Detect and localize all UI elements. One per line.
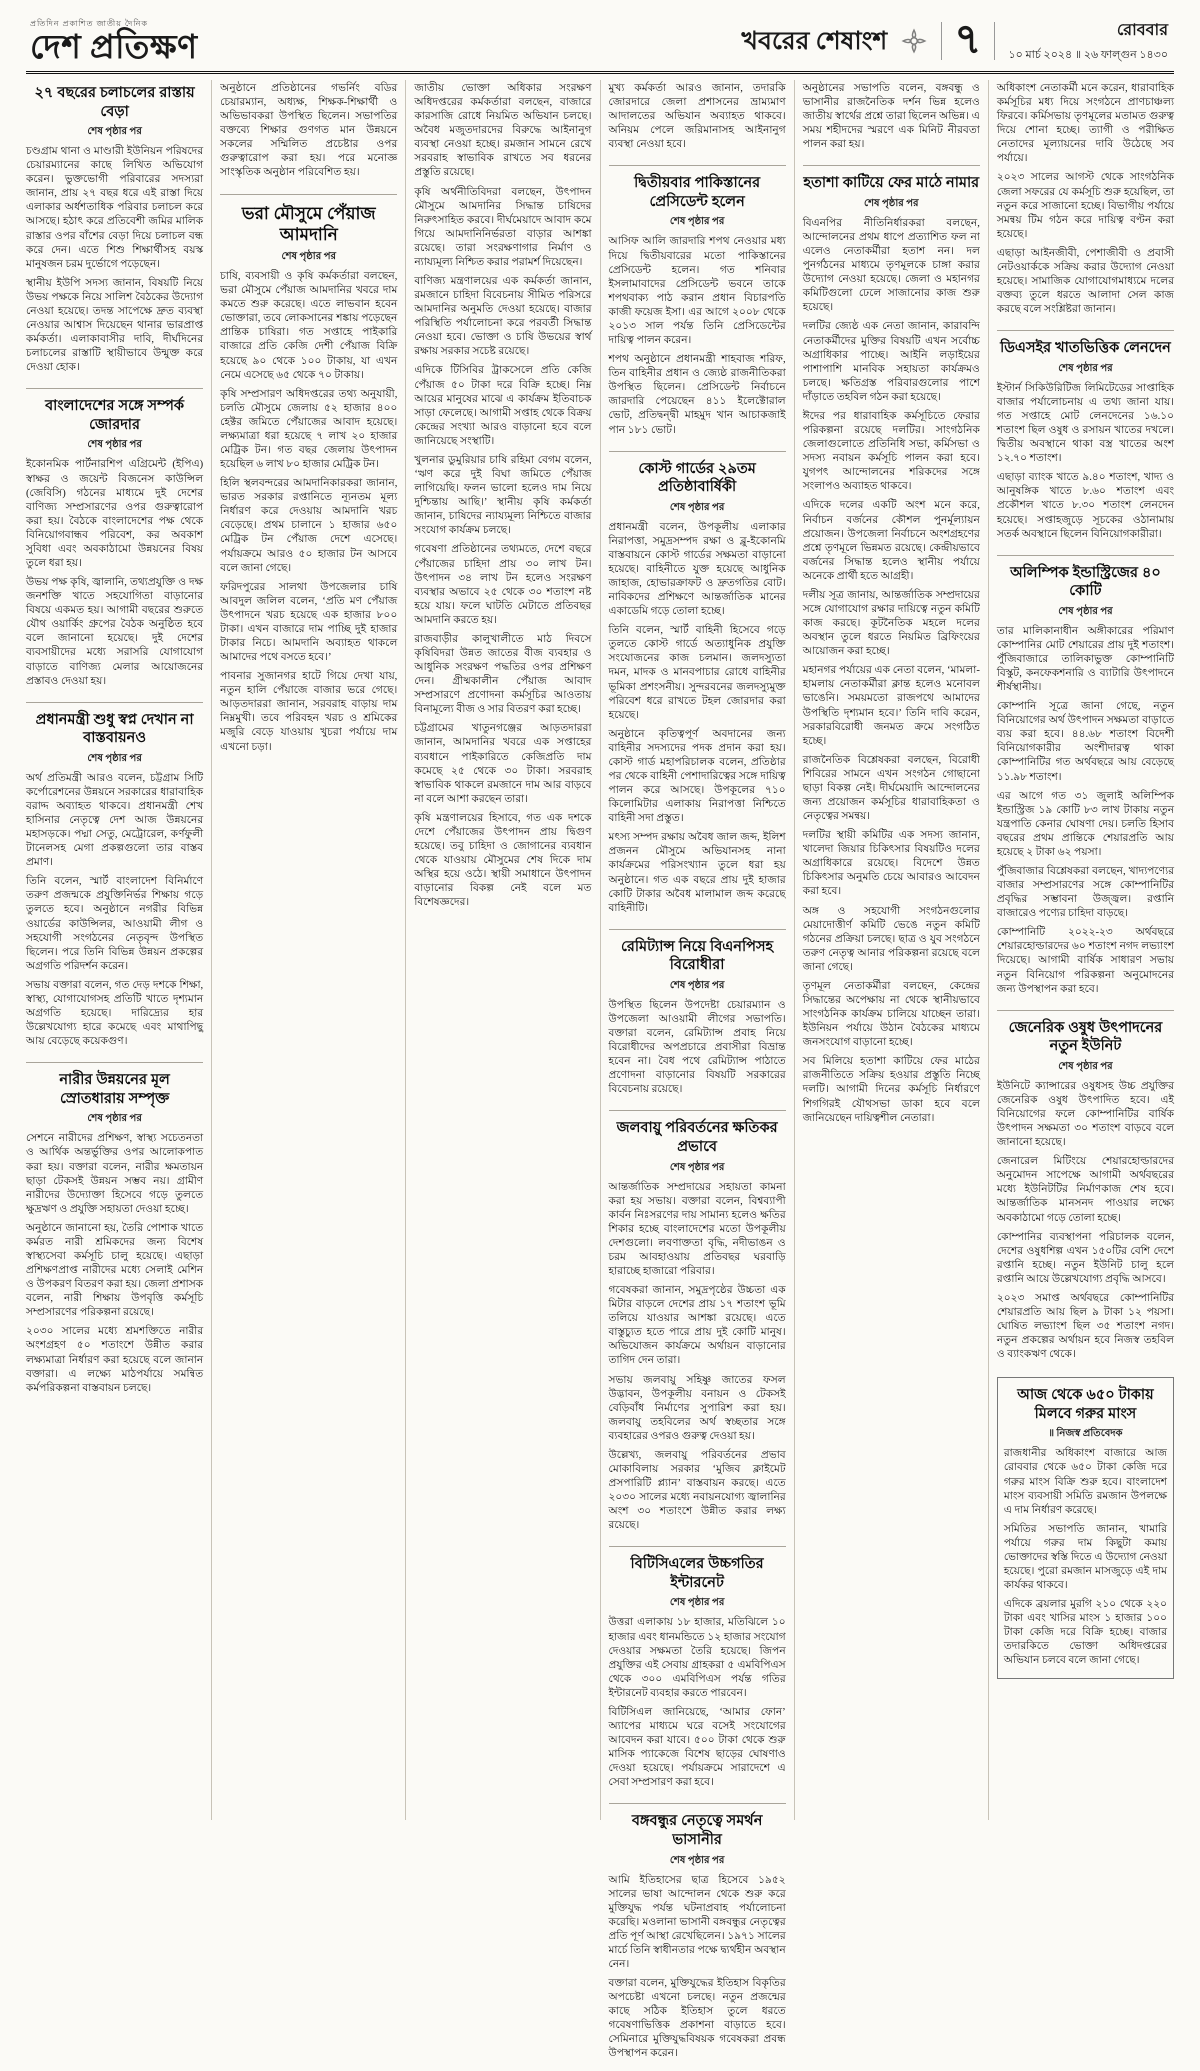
continued-from-front-page-marker: শেষ পৃষ্ঠার পর	[87, 439, 142, 451]
paper-name: দেশ প্রতিক্ষণ	[30, 30, 198, 66]
article-headline: হতাশা কাটিয়ে ফের মাঠে নামার	[803, 175, 980, 192]
article-paragraph: গবেষকরা জানান, সমুদ্রপৃষ্ঠের উচ্চতা এক মিটার বাড়লে দেশের প্রায় ১৭ শতাংশ ভূমি তলিয়ে যাওয়ার আশঙ্কা রয়েছে। এতে বাস্তুচ্যুত হতে পারে প্রায় দুই কোটি মানুষ। অভিযোজন কার্যক্রমে অর্থায়ন বাড়ানোর তাগিদ দেন তারা।	[608, 1285, 786, 1367]
article-paragraph: পাবনার সুজানগর হাটে গিয়ে দেখা যায়, নতুন হালি পেঁয়াজে বাজার ভরে গেছে। আড়তদাররা জানান, সরবরাহ বাড়ায় দাম নিম্নমুখী। তবে পরিবহন খরচ ও শ্রমিকের মজুরি বেড়ে যাওয়ায় খুচরা পর্যায়ে দাম এখনো চড়া।	[220, 671, 398, 753]
article	[26, 1062, 203, 1405]
article	[997, 1010, 1174, 1372]
article	[609, 1803, 786, 2070]
article-paragraph: তিনি বলেন, স্মার্ট বাংলাদেশ বিনির্মাণে তরুণ প্রজন্মকে প্রযুক্তিনির্ভর শিক্ষায় গড়ে তুলতে হবে। অনুষ্ঠানে নগরীর বিভিন্ন ওয়ার্ডের কাউন্সিলর, আওয়ামী লীগ ও সহযোগী সংগঠনের নেতৃবৃন্দ উপস্থিত ছিলেন। পরে তিনি বিভিন্ন উন্নয়ন প্রকল্পের অগ্রগতি পরিদর্শন করেন।	[26, 876, 204, 972]
article-paragraph: দলীয় সূত্র জানায়, আন্তর্জাতিক সম্প্রদায়ের সঙ্গে যোগাযোগ রক্ষার দায়িত্বে নতুন কমিটি কাজ করছে। কূটনৈতিক মহলে দলের অবস্থান তুলে ধরতে নিয়মিত ব্রিফিংয়ের আয়োজন করা হচ্ছে।	[802, 589, 980, 658]
continued-from-front-page-marker: শেষ পৃষ্ঠার পর	[1058, 605, 1113, 617]
article	[609, 929, 786, 1107]
article-paragraph: রাজবাড়ীর কালুখালীতে মাঠ দিবসে কৃষিবিদরা উন্নত জাতের বীজ ব্যবহার ও আধুনিক সংরক্ষণ পদ্ধতির ওপর প্রশিক্ষণ দেন। গ্রীষ্মকালীন পেঁয়াজ আবাদ সম্প্রসারণে প্রণোদনা কর্মসূচির আওতায় বিনামূল্যে বীজ ও সার বিতরণ করা হচ্ছে।	[414, 633, 592, 716]
article-headline: রেমিট্যান্স নিয়ে বিএনপিসহ বিরোধীরা	[621, 938, 774, 974]
article-paragraph: মৎস্য সম্পদ রক্ষায় অবৈধ জাল জব্দ, ইলিশ প্রজনন মৌসুমে অভিযানসহ নানা কার্যক্রমের পরিসংখ্যান তুলে ধরা হয় অনুষ্ঠানে। গত এক বছরে প্রায় দুই হাজার কোটি টাকার অবৈধ মালামাল জব্দ করেছে বাহিনীটি।	[608, 832, 786, 914]
article-paragraph: অনুষ্ঠানে জানানো হয়, তৈরি পোশাক খাতে কর্মরত নারী শ্রমিকদের জন্য বিশেষ স্বাস্থ্যসেবা কর্মসূচি চালু হয়েছে। এছাড়া প্রশিক্ষণপ্রাপ্ত নারীদের মধ্যে সেলাই মেশিন ও উপকরণ বিতরণ করা হয়। জেলা প্রশাসক বলেন, নারী শিক্ষায় উপবৃত্তি কর্মসূচি সম্প্রসারণের পরিকল্পনা রয়েছে।	[26, 1222, 204, 1319]
article-continuation	[803, 80, 980, 161]
date-box	[1009, 17, 1170, 65]
article-paragraph: দলটির জ্যেষ্ঠ এক নেতা জানান, কারাবন্দি নেতাকর্মীদের মুক্তির বিষয়টি এখন সর্বোচ্চ অগ্রাধিকার পাচ্ছে। আইনি লড়াইয়ের পাশাপাশি মানবিক সহায়তা কার্যক্রমও চলছে। ক্ষতিগ্রস্ত পরিবারগুলোর পাশে দাঁড়াতে তহবিল গঠন করা হয়েছে।	[802, 321, 980, 403]
article-paragraph: প্রধানমন্ত্রী বলেন, উপকূলীয় এলাকার নিরাপত্তা, সমুদ্রসম্পদ রক্ষা ও ব্লু-ইকোনমি বাস্তবায়নে কোস্ট গার্ডের সক্ষমতা বাড়ানো হয়েছে। বাহিনীতে যুক্ত হয়েছে আধুনিক জাহাজ, হোভারক্রাফট ও দ্রুতগতির বোট। নাবিকদের প্রশিক্ষণে আন্তর্জাতিক মানের একাডেমি গড়ে তোলা হচ্ছে।	[608, 521, 786, 618]
article-paragraph: চণ্ডগ্রাম থানা ও মাণ্ডারী ইউনিয়ন পরিষদের চেয়ারম্যানের কাছে লিখিত অভিযোগ করেন। ভুক্তভোগী পরিবারের সদস্যরা জানান, প্রায় ২৭ বছর ধরে এই রাস্তা দিয়ে এলাকার অর্ধশতাধিক পরিবার চলাচল করে আসছে। হঠাৎ করে প্রতিবেশী জমির মালিক রাস্তার ওপর বাঁশের বেড়া দিয়ে চলাচল বন্ধ করে দেন। এতে শিশু শিক্ষার্থীসহ বয়স্ক মানুষজন চরম দুর্ভোগে পড়েছেন।	[26, 146, 204, 270]
section-title: খবরের শেষাংশ	[741, 27, 888, 55]
article-paragraph: কৃষি মন্ত্রণালয়ের হিসাবে, গত এক দশকে দেশে পেঁয়াজের উৎপাদন প্রায় দ্বিগুণ হয়েছে। তবু চাহিদা ও জোগানের ব্যবধান থেকে যাওয়ায় মৌসুমের শেষ দিকে দাম অস্থির হয়ে ওঠে। স্থায়ী সমাধানে উৎপাদন বাড়ানোর বিকল্প নেই বলে মত বিশেষজ্ঞদের।	[414, 812, 592, 909]
newspaper-column-4	[601, 80, 795, 2060]
article-paragraph: সেশনে নারীদের প্রশিক্ষণ, স্বাস্থ্য সচেতনতা ও আর্থিক অন্তর্ভুক্তির ওপর আলোকপাত করা হয়। বক্তারা বলেন, নারীর ক্ষমতায়ন ছাড়া টেকসই উন্নয়ন সম্ভব নয়। গ্রামীণ নারীদের উদ্যোক্তা হিসেবে গড়ে তুলতে ক্ষুদ্রঋণ ও প্রযুক্তি সহায়তা দেওয়া হচ্ছে।	[26, 1133, 204, 1215]
article-paragraph: সভায় জলবায়ু সহিষ্ণু জাতের ফসল উদ্ভাবন, উপকূলীয় বনায়ন ও টেকসই বেড়িবাঁধ নির্মাণের সুপারিশ করা হয়। জলবায়ু তহবিলের অর্থ স্বচ্ছতার সঙ্গে ব্যবহারের ওপরও গুরুত্ব দেওয়া হয়।	[608, 1374, 786, 1442]
article-paragraph: চট্টগ্রামের খাতুনগঞ্জের আড়তদাররা জানান, আমদানির খবরে এক সপ্তাহের ব্যবধানে পাইকারিতে কেজিপ্রতি দাম কমেছে ২৫ থেকে ৩০ টাকা। সরবরাহ স্বাভাবিক থাকলে রমজানে দাম আর বাড়বে না বলে আশা করছেন তারা।	[414, 723, 592, 805]
continued-from-front-page-marker: শেষ পৃষ্ঠার পর	[669, 216, 725, 228]
article-paragraph: এদিকে দলের একটি অংশ মনে করে, নির্বাচন বর্জনের কৌশল পুনর্মূল্যায়ন প্রয়োজন। উপজেলা নির্বাচনে অংশগ্রহণের প্রশ্নে তৃণমূলে ভিন্নমত রয়েছে। কেন্দ্রীয়ভাবে বর্জনের সিদ্ধান্ত হলেও স্থানীয় পর্যায়ে অনেকে প্রার্থী হতে আগ্রহী।	[802, 500, 980, 582]
article-paragraph: রাজনৈতিক বিশ্লেষকরা বলছেন, বিরোধী শিবিরের সামনে এখন সংগঠন গোছানো ছাড়া বিকল্প নেই। দীর্ঘমেয়াদি আন্দোলনের জন্য প্রয়োজন কর্মসূচির ধারাবাহিকতা ও নেতৃত্বের সমন্বয়।	[802, 754, 980, 823]
article-paragraph: বিটিসিএল জানিয়েছে, ‘আমার ফোন’ অ্যাপের মাধ্যমে ঘরে বসেই সংযোগের আবেদন করা যাবে। ৫০০ টাকা থেকে শুরু মাসিক প্যাকেজে বিশেষ ছাড়ের ঘোষণাও দেওয়া হয়েছে। পর্যায়ক্রমে সারাদেশে এ সেবা সম্প্রসারণ করা হবে।	[608, 1706, 786, 1789]
article-paragraph: ঈদের পর ধারাবাহিক কর্মসূচিতে ফেরার পরিকল্পনা রয়েছে দলটির। সাংগঠনিক জেলাগুলোতে প্রতিনিধি সভা, কর্মিসভা ও সদস্য নবায়ন কর্মসূচি পালন করা হবে। যুগপৎ আন্দোলনের শরিকদের সঙ্গে সংলাপও অব্যাহত থাকবে।	[802, 410, 980, 493]
article-continuation	[220, 80, 397, 190]
article-headline: জেনেরিক ওষুধ উৎপাদনের নতুন ইউনিট	[1008, 1019, 1163, 1055]
article-paragraph: এদিকে ব্রয়লার মুরগি ২১০ থেকে ২২০ টাকা এবং খাসির মাংস ১ হাজার ১০০ টাকা কেজি দরে বিক্রি হচ্ছে। বাজার তদারকিতে ভোক্তা অধিদপ্তরের অভিযান চলবে বলে জানা গেছে।	[1003, 1599, 1168, 1667]
article	[26, 388, 203, 697]
article-paragraph: কৃষি সম্প্রসারণ অধিদপ্তরের তথ্য অনুযায়ী, চলতি মৌসুমে জেলায় ৫২ হাজার ৪০০ হেক্টর জমিতে পেঁয়াজের আবাদ হয়েছে। লক্ষ্যমাত্রা ধরা হয়েছে ৭ লাখ ২০ হাজার মেট্রিক টন। গত বছর জেলায় উৎপাদন হয়েছিল ৬ লাখ ৮০ হাজার মেট্রিক টন।	[220, 388, 398, 471]
article-paragraph: আসিফ আলি জারদারি শপথ নেওয়ার মধ্য দিয়ে দ্বিতীয়বারের মতো পাকিস্তানের প্রেসিডেন্ট হলেন। গত শনিবার ইসলামাবাদের প্রেসিডেন্ট ভবনে তাকে শপথবাক্য পাঠ করান প্রধান বিচারপতি কাজী ফয়েজ ইসা। এর আগে ২০০৮ থেকে ২০১৩ সাল পর্যন্ত তিনি প্রেসিডেন্টের দায়িত্ব পালন করেন।	[608, 236, 786, 347]
article	[803, 165, 980, 1134]
article-paragraph: রাজধানীর অধিকাংশ বাজারে আজ রোববার থেকে ৬৫০ টাকা কেজি দরে গরুর মাংস বিক্রি শুরু হবে। বাংলাদেশ মাংস ব্যবসায়ী সমিতি রমজান উপলক্ষে এ দাম নির্ধারণ করেছে।	[1003, 1448, 1168, 1516]
article-paragraph: আমি ইতিহাসের ছাত্র হিসেবে ১৯৫২ সালের ভাষা আন্দোলন থেকে শুরু করে মুক্তিযুদ্ধ পর্যন্ত ঘটনাপ্রবাহ পর্যালোচনা করেছি। মওলানা ভাসানী বঙ্গবন্ধুর নেতৃত্বের প্রতি পূর্ণ আস্থা রেখেছিলেন। ১৯৭১ সালের মার্চে তিনি স্বাধীনতার পক্ষে দ্ব্যর্থহীন অবস্থান নেন।	[608, 1874, 786, 1970]
masthead	[26, 8, 1174, 74]
article-paragraph: আন্তর্জাতিক সম্প্রদায়ের সহায়তা কামনা করা হয় সভায়। বক্তারা বলেন, বিশ্বব্যাপী কার্বন নিঃসরণের দায় সামান্য হলেও ক্ষতির শিকার হচ্ছে বাংলাদেশের মতো উপকূলীয় দেশগুলো। লবণাক্ততা বৃদ্ধি, নদীভাঙন ও চরম আবহাওয়ায় প্রতিবছর ঘরবাড়ি হারাচ্ছে হাজারো পরিবার।	[608, 1181, 786, 1277]
continued-from-front-page-marker: শেষ পৃষ্ঠার পর	[669, 501, 725, 513]
article-paragraph: ২০২৩ সমাপ্ত অর্থবছরে কোম্পানিটির শেয়ারপ্রতি আয় ছিল ৯ টাকা ১২ পয়সা। ঘোষিত লভ্যাংশ ছিল ৩৫ শতাংশ নগদ। নতুন প্রকল্পের অর্থায়ন হবে নিজস্ব তহবিল ও ব্যাংকঋণ থেকে।	[996, 1292, 1175, 1361]
article-paragraph: মহানগর পর্যায়ের এক নেতা বলেন, ‘মামলা-হামলায় নেতাকর্মীরা ক্লান্ত হলেও মনোবল ভাঙেনি। সময়মতো রাজপথে আমাদের উপস্থিতি দৃশ্যমান হবে।’ তিনি দাবি করেন, সরকারবিরোধী জনমত ক্রমে সংগঠিত হচ্ছে।	[802, 665, 980, 747]
paper-tagline: প্রতিদিন প্রকাশিত জাতীয় দৈনিক	[30, 19, 149, 28]
article-paragraph: কোম্পানির ব্যবস্থাপনা পরিচালক বলেন, দেশের ওষুধশিল্প এখন ১৫০টির বেশি দেশে রপ্তানি হচ্ছে। নতুন ইউনিট চালু হলে রপ্তানি আয়ে উল্লেখযোগ্য প্রবৃদ্ধি আসবে।	[996, 1231, 1175, 1285]
newspaper-column-3	[406, 80, 600, 1820]
newspaper-column-6	[989, 80, 1174, 1820]
article-paragraph: পুঁজিবাজার বিশ্লেষকরা বলছেন, খাদ্যপণ্যের বাজার সম্প্রসারণের সঙ্গে কোম্পানিটির প্রবৃদ্ধির সম্ভাবনা উজ্জ্বল। রপ্তানি বাজারেও পণ্যের চাহিদা বাড়ছে।	[996, 866, 1175, 920]
article	[609, 451, 786, 925]
continued-from-front-page-marker: শেষ পৃষ্ঠার পর	[669, 1161, 725, 1173]
article-paragraph: কোম্পানিটি ২০২২-২৩ অর্থবছরে শেয়ারহোল্ডারদের ৬০ শতাংশ নগদ লভ্যাংশ দিয়েছে। আগামী বার্ষিক সাধারণ সভায় নতুন বিনিয়োগ পরিকল্পনা অনুমোদনের জন্য উপস্থাপন করা হবে।	[996, 927, 1175, 995]
article-paragraph: স্থানীয় ইউপি সদস্য জানান, বিষয়টি নিয়ে উভয় পক্ষকে নিয়ে সালিশ বৈঠকের উদ্যোগ নেওয়া হয়েছে। তদন্ত সাপেক্ষে দ্রুত ব্যবস্থা নেওয়ার আশ্বাস দিয়েছেন থানার ভারপ্রাপ্ত কর্মকর্তা। এলাকাবাসীর দাবি, দীর্ঘদিনের চলাচলের রাস্তাটি স্থায়ীভাবে উন্মুক্ত করে দেওয়া হোক।	[26, 277, 204, 374]
article-headline: জলবায়ু পরিবর্তনের ক্ষতিকর প্রভাবে	[616, 1120, 778, 1155]
article-paragraph: গবেষণা প্রতিষ্ঠানের তথ্যমতে, দেশে বছরে পেঁয়াজের চাহিদা প্রায় ৩০ লাখ টন। উৎপাদন ৩৪ লাখ টন হলেও সংরক্ষণ ব্যবস্থার অভাবে ২৫ থেকে ৩০ শতাংশ নষ্ট হয়ে যায়। ফলে ঘাটতি মেটাতে প্রতিবছর আমদানি করতে হয়।	[414, 544, 592, 626]
continued-from-front-page-marker: শেষ পৃষ্ঠার পর	[1058, 1060, 1113, 1072]
article-headline: বাংলাদেশের সঙ্গে সম্পর্ক জোরদার	[45, 398, 185, 433]
article-paragraph: হিলি স্থলবন্দরের আমদানিকারকরা জানান, ভারত সরকার রপ্তানিতে ন্যূনতম মূল্য নির্ধারণ করে দেওয়ায় আমদানি খরচ বেড়েছে। প্রথম চালানে ১ হাজার ৬৫০ মেট্রিক টন পেঁয়াজ দেশে এসেছে। পর্যায়ক্রমে আরও ৫০ হাজার টন আসবে বলে জানা গেছে।	[220, 478, 398, 574]
article-headline: আজ থেকে ৬৫০ টাকায় মিলবে গরুর মাংস	[1017, 1387, 1154, 1422]
article-paragraph: খুলনার ডুমুরিয়ার চাষি রহিমা বেগম বলেন, ‘ঋণ করে দুই বিঘা জমিতে পেঁয়াজ লাগিয়েছি। ফলন ভালো হলেও দাম নিয়ে দুশ্চিন্তায় আছি।’ স্থানীয় কৃষি কর্মকর্তা জানান, চাষিদের ন্যায্যমূল্য নিশ্চিতে বাজার সংযোগ কার্যক্রম চলছে।	[414, 454, 592, 537]
article-paragraph: ইস্টার্ন সিকিউরিটিজ লিমিটেডের সাপ্তাহিক বাজার পর্যালোচনায় এ তথ্য জানা যায়। গত সপ্তাহে মোট লেনদেনের ১৬.১০ শতাংশ ছিল ওষুধ ও রসায়ন খাতের দখলে। দ্বিতীয় অবস্থানে থাকা বস্ত্র খাতের অংশ ১২.৭০ শতাংশ।	[996, 382, 1175, 465]
continued-from-front-page-marker: শেষ পৃষ্ঠার পর	[669, 979, 725, 991]
article-paragraph: অধিকাংশ নেতাকর্মী মনে করেন, ধারাবাহিক কর্মসূচির মধ্য দিয়ে সংগঠনে প্রাণচাঞ্চল্য ফিরবে। কর্মিসভায় তৃণমূলের মতামত গুরুত্ব দিয়ে শোনা হচ্ছে। ত্যাগী ও পরীক্ষিত নেতাদের মূল্যায়নের দাবি উঠেছে সব পর্যায়ে।	[996, 83, 1175, 165]
continued-from-front-page-marker: শেষ পৃষ্ঠার পর	[1058, 362, 1113, 374]
article-paragraph: বিএনপির নীতিনির্ধারকরা বলছেন, আন্দোলনের প্রথম ধাপে প্রত্যাশিত ফল না এলেও নেতাকর্মীরা হতাশ নন। দল পুনর্গঠনের মাধ্যমে তৃণমূলকে চাঙ্গা করার উদ্যোগ নেওয়া হয়েছে। জেলা ও মহানগর কমিটিগুলো ঢেলে সাজানোর কাজ শুরু হয়েছে।	[802, 217, 980, 314]
masthead-left	[30, 18, 198, 65]
continued-from-front-page-marker: শেষ পৃষ্ঠার পর	[669, 1597, 725, 1609]
newspaper-column-1	[26, 80, 212, 1820]
article-dateline: ॥ নিজস্ব প্রতিবেদক	[1048, 1428, 1123, 1440]
continued-from-front-page-marker: শেষ পৃষ্ঠার পর	[87, 1113, 142, 1125]
article-paragraph: সমিতির সভাপতি জানান, খামারি পর্যায়ে গরুর দাম কিছুটা কমায় ভোক্তাদের স্বস্তি দিতে এ উদ্যোগ নেওয়া হয়েছে। পুরো রমজান মাসজুড়ে এই দাম কার্যকর থাকবে।	[1003, 1523, 1168, 1592]
article-headline: বঙ্গবন্ধুর নেতৃত্বে সমর্থন ভাসানীর	[631, 1813, 763, 1848]
article-paragraph: ইকোনমিক পার্টনারশিপ এগ্রিমেন্ট (ইপিএ) স্বাক্ষর ও জয়েন্ট বিজনেস কাউন্সিল (জেবিসি) গঠনের মাধ্যমে দুই দেশের বাণিজ্য সম্প্রসারণের ওপর গুরুত্বারোপ করা হয়। বৈঠকে বাংলাদেশের পক্ষ থেকে বিনিয়োগবান্ধব পরিবেশ, কর অবকাশ সুবিধা এবং অবকাঠামো উন্নয়নের বিষয় তুলে ধরা হয়।	[26, 459, 204, 569]
continued-from-front-page-marker: শেষ পৃষ্ঠার পর	[87, 126, 142, 138]
continued-from-front-page-marker: শেষ পৃষ্ঠার পর	[669, 1854, 725, 1866]
article-paragraph: এর আগে গত ৩১ জুলাই অলিম্পিক ইন্ডাস্ট্রিজ ১৯ কোটি ৮৩ লাখ টাকায় নতুন যন্ত্রপাতি কেনার ঘোষণা দেয়। চলতি হিসাব বছরের প্রথম প্রান্তিকে শেয়ারপ্রতি আয় হয়েছে ২ টাকা ৬২ পয়সা।	[996, 790, 1175, 858]
article-paragraph: সব মিলিয়ে হতাশা কাটিয়ে ফের মাঠের রাজনীতিতে সক্রিয় হওয়ার প্রস্তুতি নিচ্ছে দলটি। আগামী দিনের কর্মসূচি নির্ধারণে শিগগিরই যৌথসভা ডাকা হবে বলে জানিয়েছেন দায়িত্বশীল নেতারা।	[802, 1056, 980, 1124]
article-headline: ডিএসইর খাতভিত্তিক লেনদেন	[1000, 340, 1171, 357]
day-name: রোববার	[1116, 22, 1168, 39]
article-headline: অলিম্পিক ইন্ডাস্ট্রিজের ৪০ কোটি	[1010, 564, 1161, 600]
article-paragraph: উত্তরা এলাকায় ১৮ হাজার, মতিঝিলে ১০ হাজার এবং ধানমন্ডিতে ১২ হাজার সংযোগ দেওয়ার সক্ষমতা তৈরি হয়েছে। জিপন প্রযুক্তির এই সেবায় গ্রাহকরা ৫ এমবিপিএস থেকে ৩০০ এমবিপিএস পর্যন্ত গতির ইন্টারনেট ব্যবহার করতে পারবেন।	[608, 1617, 786, 1699]
continued-from-front-page-marker: শেষ পৃষ্ঠার পর	[864, 197, 919, 209]
continued-from-front-page-marker: শেষ পৃষ্ঠার পর	[281, 251, 336, 263]
article-paragraph: অনুষ্ঠানের সভাপতি বলেন, বঙ্গবন্ধু ও ভাসানীর রাজনৈতিক দর্শন ভিন্ন হলেও জাতীয় স্বার্থের প্রশ্নে তারা ছিলেন অভিন্ন। এ সময় শহীদদের স্মরণে এক মিনিট নীরবতা পালন করা হয়।	[802, 83, 980, 151]
date-line: ১০ মার্চ ২০২৪ ॥ ২৬ ফাল্গুন ১৪৩০	[1008, 49, 1168, 61]
columns	[26, 80, 1175, 2060]
continued-from-front-page-marker: শেষ পৃষ্ঠার পর	[87, 752, 142, 764]
article-paragraph: জেনারেল মিটিংয়ে শেয়ারহোল্ডারদের অনুমোদন সাপেক্ষে আগামী অর্থবছরের মধ্যে ইউনিটটির নির্মাণকাজ শেষ হবে। আন্তর্জাতিক মানসনদ পাওয়ার লক্ষ্যে অবকাঠামো গড়ে তোলা হচ্ছে।	[996, 1156, 1175, 1224]
article-paragraph: উপস্থিত ছিলেন উপদেষ্টা চেয়ারম্যান ও উপজেলা আওয়ামী লীগের সভাপতি। বক্তারা বলেন, রেমিট্যান্স প্রবাহ নিয়ে বিরোধীদের অপপ্রচারে প্রবাসীরা বিভ্রান্ত হবেন না। বৈধ পথে রেমিট্যান্স পাঠাতে প্রণোদনা বাড়ানোর বিষয়টি সরকারের বিবেচনায় রয়েছে।	[608, 999, 786, 1096]
article-paragraph: ফরিদপুরের সালথা উপজেলার চাষি আবদুল জলিল বলেন, ‘প্রতি মণ পেঁয়াজ উৎপাদনে খরচ হয়েছে এক হাজার ৮০০ টাকা। এখন বাজারে দাম পাচ্ছি দুই হাজার টাকার নিচে। আমদানি অব্যাহত থাকলে আমাদের পথে বসতে হবে।’	[220, 581, 398, 664]
article-paragraph: বক্তারা বলেন, মুক্তিযুদ্ধের ইতিহাস বিকৃতির অপচেষ্টা এখনো চলছে। নতুন প্রজন্মের কাছে সঠিক ইতিহাস তুলে ধরতে গবেষণাভিত্তিক প্রকাশনা বাড়াতে হবে। সেমিনারে মুক্তিযুদ্ধবিষয়ক গবেষকরা প্রবন্ধ উপস্থাপন করেন।	[608, 1978, 786, 2060]
article-continuation	[414, 80, 591, 919]
article	[997, 330, 1174, 550]
article-headline: ভরা মৌসুমে পেঁয়াজ আমদানি	[241, 203, 376, 245]
article	[997, 555, 1174, 1006]
flower-emblem-icon	[901, 28, 927, 54]
newspaper-column-5	[795, 80, 989, 1820]
article-paragraph: উল্লেখ্য, জলবায়ু পরিবর্তনের প্রভাব মোকাবিলায় সরকার ‘মুজিব ক্লাইমেট প্রসপারিটি প্ল্যান’ বাস্তবায়ন করছে। এতে ২০৩০ সালের মধ্যে নবায়নযোগ্য জ্বালানির অংশ ৩০ শতাংশে উন্নীত করার লক্ষ্য রয়েছে।	[608, 1449, 786, 1532]
article-headline: প্রধানমন্ত্রী শুধু স্বপ্ন দেখান না বাস্তবায়নও	[35, 711, 194, 747]
article-paragraph: মুখ্য কর্মকর্তা আরও জানান, তদারকি জোরদারে জেলা প্রশাসনের ভ্রাম্যমাণ আদালতের অভিযান অব্যাহত থাকবে। অনিয়ম পেলে জরিমানাসহ আইনানুগ ব্যবস্থা নেওয়া হবে।	[608, 83, 786, 151]
newspaper-column-2	[212, 80, 406, 1820]
article-headline: ২৭ বছরের চলাচলের রাস্তায় বেড়া	[34, 85, 195, 120]
article	[26, 80, 203, 384]
article-continuation	[997, 80, 1174, 326]
article-paragraph: এদিকে টিসিবির ট্রাকসেলে প্রতি কেজি পেঁয়াজ ৫০ টাকা দরে বিক্রি হচ্ছে। নিম্ন আয়ের মানুষের মাঝে এ কার্যক্রম ইতিবাচক সাড়া ফেলেছে। আগামী সপ্তাহ থেকে বিক্রয় কেন্দ্রের সংখ্যা আরও বাড়ানো হবে বলে জানিয়েছে সংস্থাটি।	[414, 365, 592, 447]
masthead-right	[742, 17, 1170, 65]
article-paragraph: অর্থ প্রতিমন্ত্রী আরও বলেন, চট্টগ্রাম সিটি কর্পোরেশনের উন্নয়নে সরকারের ধারাবাহিক বরাদ্দ অব্যাহত থাকবে। প্রধানমন্ত্রী শেখ হাসিনার নেতৃত্বে দেশ আজ উন্নয়নের মহাসড়কে। পদ্মা সেতু, মেট্রোরেল, কর্ণফুলী টানেলসহ মেগা প্রকল্পগুলো তার বাস্তব প্রমাণ।	[26, 772, 204, 869]
article-paragraph: চাষি, ব্যবসায়ী ও কৃষি কর্মকর্তারা বলছেন, ভরা মৌসুমে পেঁয়াজ আমদানির খবরে দাম কমতে শুরু করেছে। এতে লাভবান হবেন ভোক্তারা, তবে লোকসানের শঙ্কায় পড়েছেন প্রান্তিক চাষিরা। গত সপ্তাহে পাইকারি বাজারে প্রতি কেজি দেশী পেঁয়াজ বিক্রি হয়েছে ৯০ থেকে ১০০ টাকায়, যা এখন নেমে এসেছে ৬৫ থেকে ৭০ টাকায়।	[220, 271, 398, 381]
article-paragraph: শপথ অনুষ্ঠানে প্রধানমন্ত্রী শাহবাজ শরিফ, তিন বাহিনীর প্রধান ও জ্যেষ্ঠ রাজনীতিকরা উপস্থিত ছিলেন। প্রেসিডেন্ট নির্বাচনে জারদারি পেয়েছেন ৪১১ ইলেক্টোরাল ভোট, প্রতিদ্বন্দ্বী মাহমুদ খান আচাকজাই পান ১৮১ ভোট।	[608, 354, 786, 436]
article-paragraph: অনুষ্ঠানে প্রতিষ্ঠানের গভর্নিং বডির চেয়ারম্যান, অধ্যক্ষ, শিক্ষক-শিক্ষার্থী ও অভিভাবকরা উপস্থিত ছিলেন। সভাপতির বক্তব্যে শিক্ষার গুণগত মান উন্নয়নে সকলের সম্মিলিত প্রচেষ্টার ওপর গুরুত্বারোপ করা হয়। পরে মনোজ্ঞ সাংস্কৃতিক অনুষ্ঠান পরিবেশিত হয়।	[220, 83, 398, 179]
article-paragraph: ২০৩০ সালের মধ্যে শ্রমশক্তিতে নারীর অংশগ্রহণ ৫০ শতাংশে উন্নীত করার লক্ষ্যমাত্রা নির্ধারণ করা হয়েছে বলে জানান বক্তারা। এ লক্ষ্যে মাঠপর্যায়ে সমন্বিত কর্মপরিকল্পনা বাস্তবায়ন চলছে।	[26, 1326, 204, 1394]
article-continuation	[609, 80, 786, 161]
article-paragraph: অঙ্গ ও সহযোগী সংগঠনগুলোর মেয়াদোত্তীর্ণ কমিটি ভেঙে নতুন কমিটি গঠনের প্রক্রিয়া চলছে। ছাত্র ও যুব সংগঠনে তরুণ নেতৃত্ব আনার পরিকল্পনা রয়েছে বলে জানা গেছে।	[802, 905, 980, 973]
article	[609, 1546, 786, 1799]
article	[609, 1110, 786, 1542]
article-headline: কোস্ট গার্ডের ২৯তম প্রতিষ্ঠাবার্ষিকী	[638, 460, 756, 496]
article-headline: বিটিসিএলের উচ্চগতির ইন্টারনেট	[630, 1556, 764, 1591]
article-headline: দ্বিতীয়বার পাকিস্তানের প্রেসিডেন্ট হলেন	[634, 175, 761, 210]
article-paragraph: ২০২৩ সালের আগস্ট থেকে সাংগঠনিক জেলা সফরের যে কর্মসূচি শুরু হয়েছিল, তা নতুন করে সাজানো হচ্ছে। বিভাগীয় পর্যায়ে সমন্বয় টিম গঠন করে দায়িত্ব বণ্টন করা হয়েছে।	[996, 172, 1175, 240]
article-paragraph: জাতীয় ভোক্তা অধিকার সংরক্ষণ অধিদপ্তরের কর্মকর্তারা বলছেন, বাজারে কারসাজি রোধে নিয়মিত অভিযান চলছে। অবৈধ মজুতদারদের বিরুদ্ধে আইনানুগ ব্যবস্থা নেওয়া হচ্ছে। রমজান সামনে রেখে সরবরাহ স্বাভাবিক রাখতে সব ধরনের প্রস্তুতি রয়েছে।	[414, 83, 592, 179]
article-paragraph: তৃণমূল নেতাকর্মীরা বলছেন, কেন্দ্রের সিদ্ধান্তের অপেক্ষায় না থেকে স্থানীয়ভাবে সাংগঠনিক কার্যক্রম চালিয়ে যাচ্ছেন তারা। ইউনিয়ন পর্যায়ে উঠান বৈঠকের মাধ্যমে জনসংযোগ বাড়ানো হচ্ছে।	[802, 980, 980, 1049]
article-headline: নারীর উন্নয়নের মূল স্রোতধারায় সম্পৃক্ত	[59, 1072, 170, 1107]
article-paragraph: সভায় বক্তারা বলেন, গত দেড় দশকে শিক্ষা, স্বাস্থ্য, যোগাযোগসহ প্রতিটি খাতে দৃশ্যমান অগ্রগতি হয়েছে। দারিদ্র্যের হার উল্লেখযোগ্য হারে কমেছে এবং মাথাপিছু আয় বেড়েছে কয়েকগুণ।	[26, 979, 204, 1048]
article	[997, 1377, 1174, 1678]
article-paragraph: এছাড়া ব্যাংক খাতে ৯.৪০ শতাংশ, খাদ্য ও আনুষঙ্গিক খাতে ৮.৬০ শতাংশ এবং প্রকৌশল খাতে ৮.৩০ শতাংশ লেনদেন হয়েছে। সপ্তাহজুড়ে সূচকের ওঠানামায় সতর্ক অবস্থানে ছিলেন বিনিয়োগকারীরা।	[996, 472, 1175, 540]
article	[220, 194, 397, 764]
page-number: ৭	[941, 22, 994, 60]
article-paragraph: কোম্পানি সূত্রে জানা গেছে, নতুন বিনিয়োগের অর্থ উৎপাদন সক্ষমতা বাড়াতে ব্যয় করা হবে। ৪৪.৬৮ শতাংশ বিদেশী বিনিয়োগকারীর অংশীদারত্ব থাকা কোম্পানিটির গত অর্থবছরে আয় বেড়েছে ১১.৯৮ শতাংশ।	[996, 701, 1175, 783]
article	[609, 165, 786, 446]
article-paragraph: এছাড়া আইনজীবী, পেশাজীবী ও প্রবাসী নেটওয়ার্ককে সক্রিয় করার উদ্যোগ নেওয়া হয়েছে। সামাজিক যোগাযোগমাধ্যমে দলের বক্তব্য তুলে ধরতে আলাদা সেল কাজ করছে বলে সংশ্লিষ্টরা জানান।	[996, 247, 1175, 316]
article-paragraph: বাণিজ্য মন্ত্রণালয়ের এক কর্মকর্তা জানান, রমজানে চাহিদা বিবেচনায় সীমিত পরিসরে আমদানির অনুমতি দেওয়া হয়েছে। বাজার পরিস্থিতি পর্যালোচনা করে পরবর্তী সিদ্ধান্ত নেওয়া হবে। ভোক্তা ও চাষি উভয়ের স্বার্থ রক্ষায় সরকার সচেষ্ট রয়েছে।	[414, 276, 592, 358]
article	[26, 702, 203, 1059]
article-paragraph: কৃষি অর্থনীতিবিদরা বলছেন, উৎপাদন মৌসুমে আমদানির সিদ্ধান্ত চাষিদের নিরুৎসাহিত করবে। দীর্ঘমেয়াদে আবাদ কমে গিয়ে আমদানিনির্ভরতা বাড়ার আশঙ্কা রয়েছে। তারা সংরক্ষণাগার নির্মাণ ও ন্যায্যমূল্য নিশ্চিত করার পরামর্শ দিয়েছেন।	[414, 186, 592, 268]
article-paragraph: দলটির স্থায়ী কমিটির এক সদস্য জানান, খালেদা জিয়ার চিকিৎসার বিষয়টিও দলের অগ্রাধিকারে রয়েছে। বিদেশে উন্নত চিকিৎসার অনুমতি চেয়ে আবারও আবেদন করা হবে।	[802, 830, 980, 898]
article-paragraph: তিনি বলেন, স্মার্ট বাহিনী হিসেবে গড়ে তুলতে কোস্ট গার্ডে অত্যাধুনিক প্রযুক্তি সংযোজনের কাজ চলমান। জলদস্যুতা দমন, মাদক ও মানবপাচার রোধে বাহিনীর ভূমিকা প্রশংসনীয়। সুন্দরবনের জলদস্যুমুক্ত পরিবেশ ধরে রাখতে টহল জোরদার করা হয়েছে।	[608, 625, 786, 721]
article-paragraph: ইউনিটে ক্যান্সারের ওষুধসহ উচ্চ প্রযুক্তির জেনেরিক ওষুধ উৎপাদিত হবে। এই বিনিয়োগের ফলে কোম্পানিটির বার্ষিক উৎপাদন সক্ষমতা ৩০ শতাংশ বাড়বে বলে জানানো হয়েছে।	[996, 1080, 1175, 1149]
article-paragraph: উভয় পক্ষ কৃষি, জ্বালানি, তথ্যপ্রযুক্তি ও দক্ষ জনশক্তি খাতে সহযোগিতা বাড়ানোর বিষয়ে একমত হয়। আগামী বছরের শুরুতে যৌথ ওয়ার্কিং গ্রুপের বৈঠক অনুষ্ঠিত হবে বলে জানানো হয়েছে। দুই দেশের ব্যবসায়ীদের মধ্যে সরাসরি যোগাযোগ বাড়াতে বাণিজ্য মেলার আয়োজনের প্রস্তাবও দেওয়া হয়।	[26, 577, 204, 687]
article-paragraph: অনুষ্ঠানে কৃতিত্বপূর্ণ অবদানের জন্য বাহিনীর সদস্যদের পদক প্রদান করা হয়। কোস্ট গার্ড মহাপরিচালক বলেন, প্রতিষ্ঠার পর থেকে বাহিনী পেশাদারিত্বের সঙ্গে দায়িত্ব পালন করে আসছে। উপকূলের ৭১০ কিলোমিটার এলাকায় নিরাপত্তা নিশ্চিতে বাহিনী সদা প্রস্তুত।	[608, 728, 786, 825]
article-paragraph: তার মালিকানাধীন অঙ্গীকারের পরিমাণ কোম্পানির মোট শেয়ারের প্রায় দুই শতাংশ। পুঁজিবাজারে তালিকাভুক্ত কোম্পানিটি বিস্কুট, কনফেকশনারি ও ব্যাটারি উৎপাদনে শীর্ষস্থানীয়।	[996, 625, 1175, 694]
